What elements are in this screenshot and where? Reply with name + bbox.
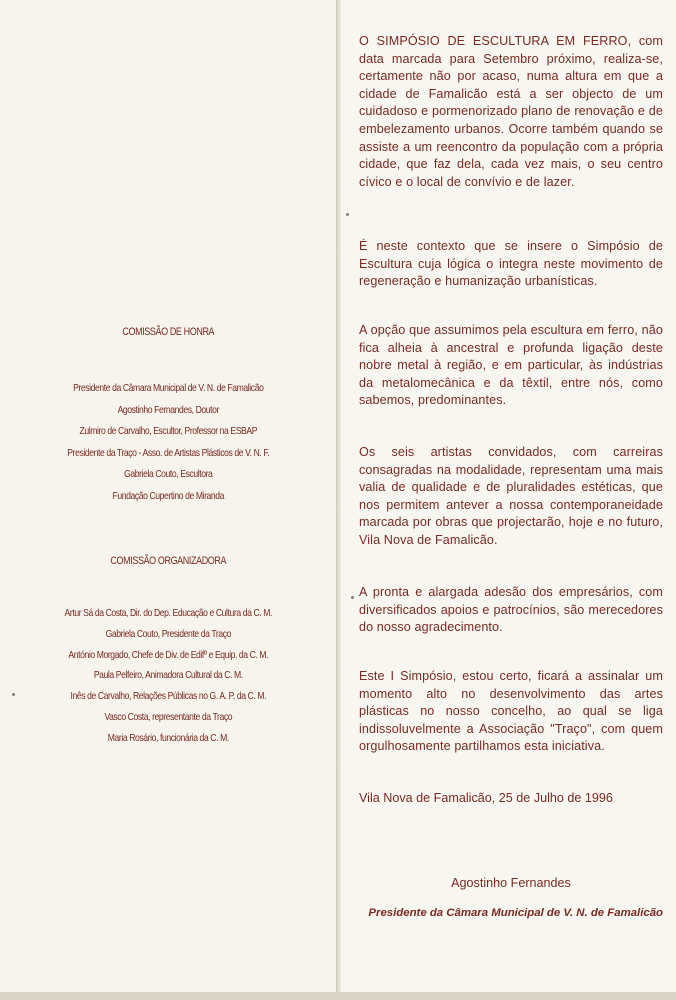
organizing-committee-heading: COMISSÃO ORGANIZADORA bbox=[110, 555, 227, 567]
artists-paragraph: Os seis artistas convidados, com carreiras consagradas na modalidade, representam uma mais valia de qualidade e de pluralidades estéticas, que nos permitem antever a nossa contemporaneidade marcada por obras que projectarão, hoje e no futuro, Vila Nova de Famalicão. bbox=[359, 445, 663, 547]
paper-speck bbox=[351, 596, 354, 599]
sponsors-paragraph: A pronta e alargada adesão dos empresários, com diversificados apoios e patrocínios, são merecedores do nosso agradecimento. bbox=[359, 585, 663, 635]
honorary-member: Zulmiro de Carvalho, Escultor, Professor na ESBAP bbox=[79, 425, 258, 437]
honorary-committee bbox=[30, 326, 307, 507]
honorary-member: Agostinho Fernandes, Doutor bbox=[117, 403, 219, 416]
organizing-member: António Morgado, Chefe de Div. de Edifº e Equip. da C. M. bbox=[68, 648, 269, 661]
organizing-member: Gabriela Couto, Presidente da Traço bbox=[105, 627, 231, 640]
context-paragraph: É neste contexto que se insere o Simpósio de Escultura cuja lógica o integra neste movimento de regeneração e humanização urbanísticas. bbox=[359, 239, 663, 289]
iron-paragraph: A opção que assumimos pela escultura em ferro, não fica alheia à ancestral e profunda ligação deste nobre metal à região, e em particular, às indústrias da metalomecânica e da têxtil, entre nós, como sabemos, predominantes. bbox=[359, 323, 663, 408]
paper-speck bbox=[346, 213, 349, 216]
honorary-committee-heading: COMISSÃO DE HONRA bbox=[122, 326, 215, 338]
bottom-edge bbox=[0, 992, 676, 1000]
page-fold bbox=[336, 0, 341, 1000]
organizing-member: Vasco Costa, representante da Traço bbox=[104, 710, 233, 723]
organizing-member: Inês de Carvalho, Relações Públicas no G. A. P. da C. M. bbox=[70, 690, 267, 703]
honorary-member: Presidente da Câmara Municipal de V. N. de Famalicão bbox=[73, 382, 264, 394]
organizing-member: Paula Pelfeiro, Animadora Cultural da C. M. bbox=[93, 669, 243, 682]
dateline: Vila Nova de Famalicão, 25 de Julho de 1996 bbox=[359, 791, 613, 805]
organizing-committee bbox=[30, 555, 307, 749]
signature-role: Presidente da Câmara Municipal de V. N. de Famalicão bbox=[368, 907, 663, 919]
closing-paragraph: Este I Simpósio, estou certo, ficará a assinalar um momento alto no desenvolvimento das artes plásticas no nosso concelho, ao qual se liga indissoluvelmente a Associação "Traço", com quem orgulhosamente partilhamos esta iniciativa. bbox=[359, 669, 663, 754]
honorary-member: Gabriela Couto, Escultora bbox=[124, 468, 213, 480]
organizing-member: Artur Sá da Costa, Dir. do Dep. Educação e Cultura da C. M. bbox=[64, 607, 272, 619]
intro-paragraph: O SIMPÓSIO DE ESCULTURA EM FERRO, com data marcada para Setembro próximo, realiza-se, certamente não por acaso, numa altura em que a cidade de Famalicão está a ser objecto de um cuidadoso e pormenorizado plano de renovação e de embelezamento urbanos. Ocorre também quando se assiste a um reencontro da população com a própria cidade, que faz dela, cada vez mais, o seu centro cívico e o local de convívio e de lazer. bbox=[359, 34, 663, 189]
organizing-member: Maria Rosário, funcionária da C. M. bbox=[107, 731, 229, 744]
signature-name: Agostinho Fernandes bbox=[451, 876, 571, 890]
honorary-member: Presidente da Traço - Asso. de Artistas Plásticos de V. N. F. bbox=[67, 446, 270, 459]
paper-speck bbox=[12, 693, 15, 696]
honorary-member: Fundação Cupertino de Miranda bbox=[112, 489, 225, 502]
